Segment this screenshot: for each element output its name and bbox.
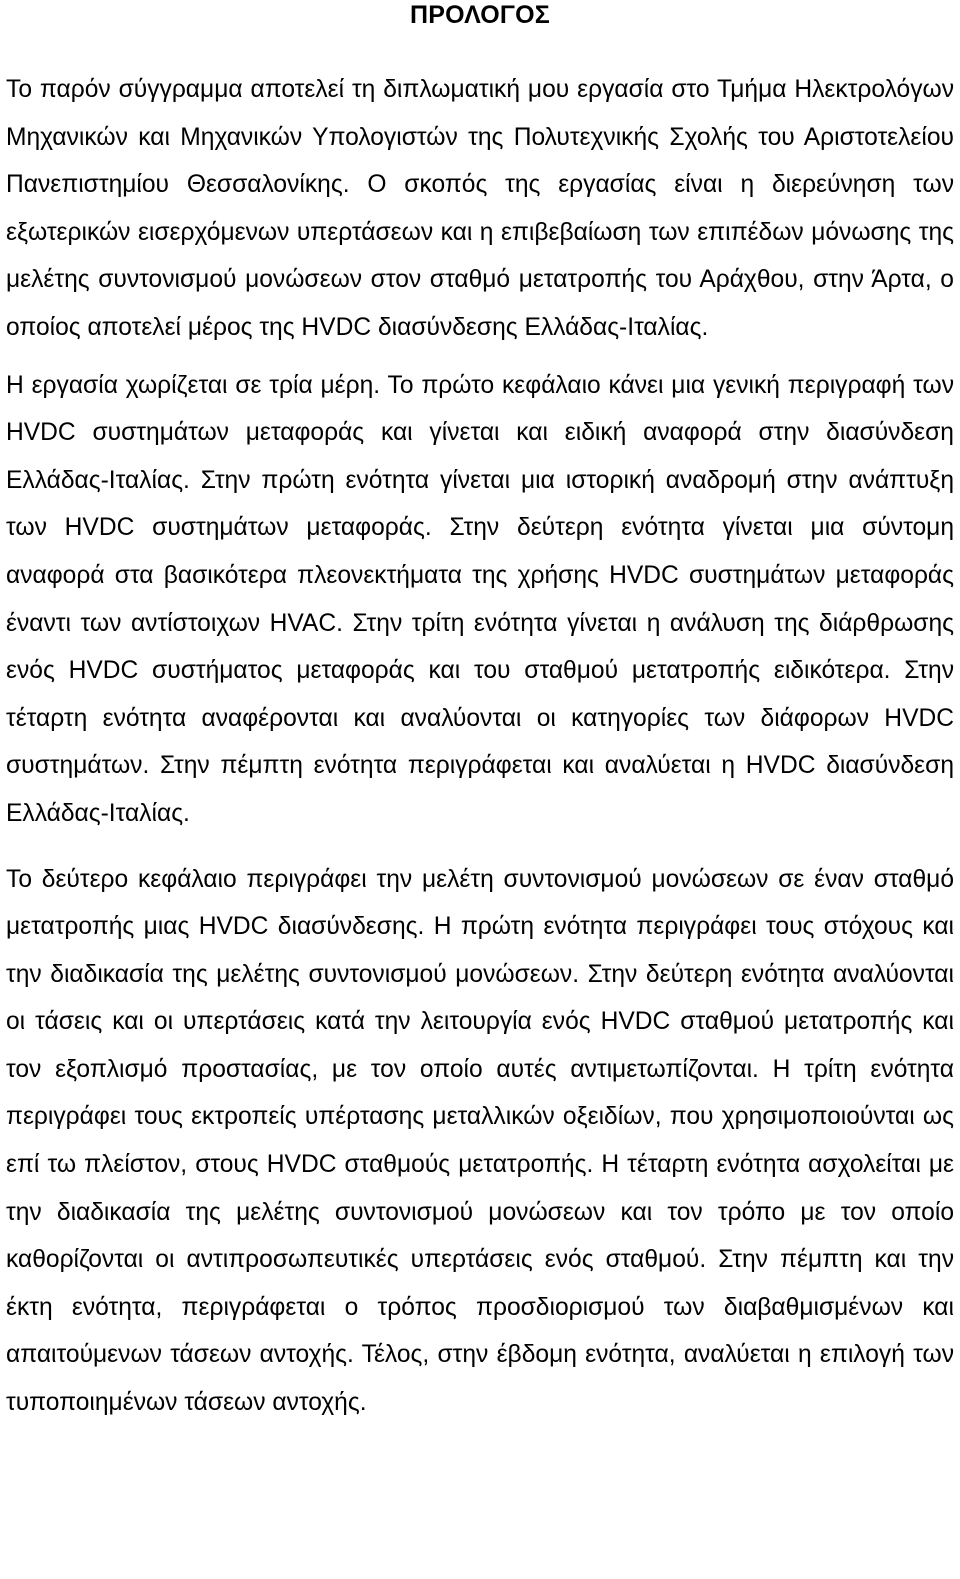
paragraph-chapter-one: Η εργασία χωρίζεται σε τρία μέρη. Το πρώτο κεφάλαιο κάνει μια γενική περιγραφή των HVDC συστημάτων μεταφοράς και γίνεται και ειδική αναφορά στην διασύνδεση Ελλάδας-Ιταλίας. Στην πρώτη ενότητα γίνεται μια ιστορική αναδρομή στην ανάπτυξη των HVDC συστημάτων μεταφοράς. Στην δεύτερη ενότητα γίνεται μια σύντομη αναφορά στα βασικότερα πλεονεκτήματα της χρήσης HVDC συστημάτων μεταφοράς έναντι των αντίστοιχων HVAC. Στην τρίτη ενότητα γίνεται η ανάλυση της διάρθρωσης ενός HVDC συστήματος μεταφοράς και του σταθμού μετατροπής ειδικότερα. Στην τέταρτη ενότητα αναφέρονται και αναλύονται οι κατηγορίες των διάφορων HVDC συστημάτων. Στην πέμπτη ενότητα περιγράφεται και αναλύεται η HVDC διασύνδεση Ελλάδας-Ιταλίας. xyxy=(6,371,954,827)
page-title: ΠΡΟΛΟΓΟΣ xyxy=(409,1,551,29)
paragraph-chapter-two: Το δεύτερο κεφάλαιο περιγράφει την μελέτη συντονισμού μονώσεων σε έναν σταθμό μετατροπής μιας HVDC διασύνδεσης. Η πρώτη ενότητα περιγράφει τους στόχους και την διαδικασία της μελέτης συντονισμού μονώσεων. Στην δεύτερη ενότητα αναλύονται οι τάσεις και οι υπερτάσεις κατά την λειτουργία ενός HVDC σταθμού μετατροπής και τον εξοπλισμό προστασίας, με τον οποίο αυτές αντιμετωπίζονται. Η τρίτη ενότητα περιγράφει τους εκτροπείς υπέρτασης μεταλλικών οξειδίων, που χρησιμοποιούνται ως επί τω πλείστον, στους HVDC σταθμούς μετατροπής. Η τέταρτη ενότητα ασχολείται με την διαδικασία της μελέτης συντονισμού μονώσεων και τον τρόπο με τον οποίο καθορίζονται οι αντιπροσωπευτικές υπερτάσεις ενός σταθμού. Στην πέμπτη και την έκτη ενότητα, περιγράφεται ο τρόπος προσδιορισμού των διαβαθμισμένων και απαιτούμενων τάσεων αντοχής. Τέλος, στην έβδομη ενότητα, αναλύεται η επιλογή των τυποποιημένων τάσεων αντοχής. xyxy=(6,865,954,1417)
paragraph-intro: Το παρόν σύγγραμμα αποτελεί τη διπλωματική μου εργασία στο Τμήμα Ηλεκτρολόγων Μηχανικών και Μηχανικών Υπολογιστών της Πολυτεχνικής Σχολής του Αριστοτελείου Πανεπιστημίου Θεσσαλονίκης. Ο σκοπός της εργασίας είναι η διερεύνηση των εξωτερικών εισερχόμενων υπερτάσεων και η επιβεβαίωση των επιπέδων μόνωσης της μελέτης συντονισμού μονώσεων στον σταθμό μετατροπής του Αράχθου, στην Άρτα, ο οποίος αποτελεί μέρος της HVDC διασύνδεσης Ελλάδας-Ιταλίας. xyxy=(6,76,954,341)
